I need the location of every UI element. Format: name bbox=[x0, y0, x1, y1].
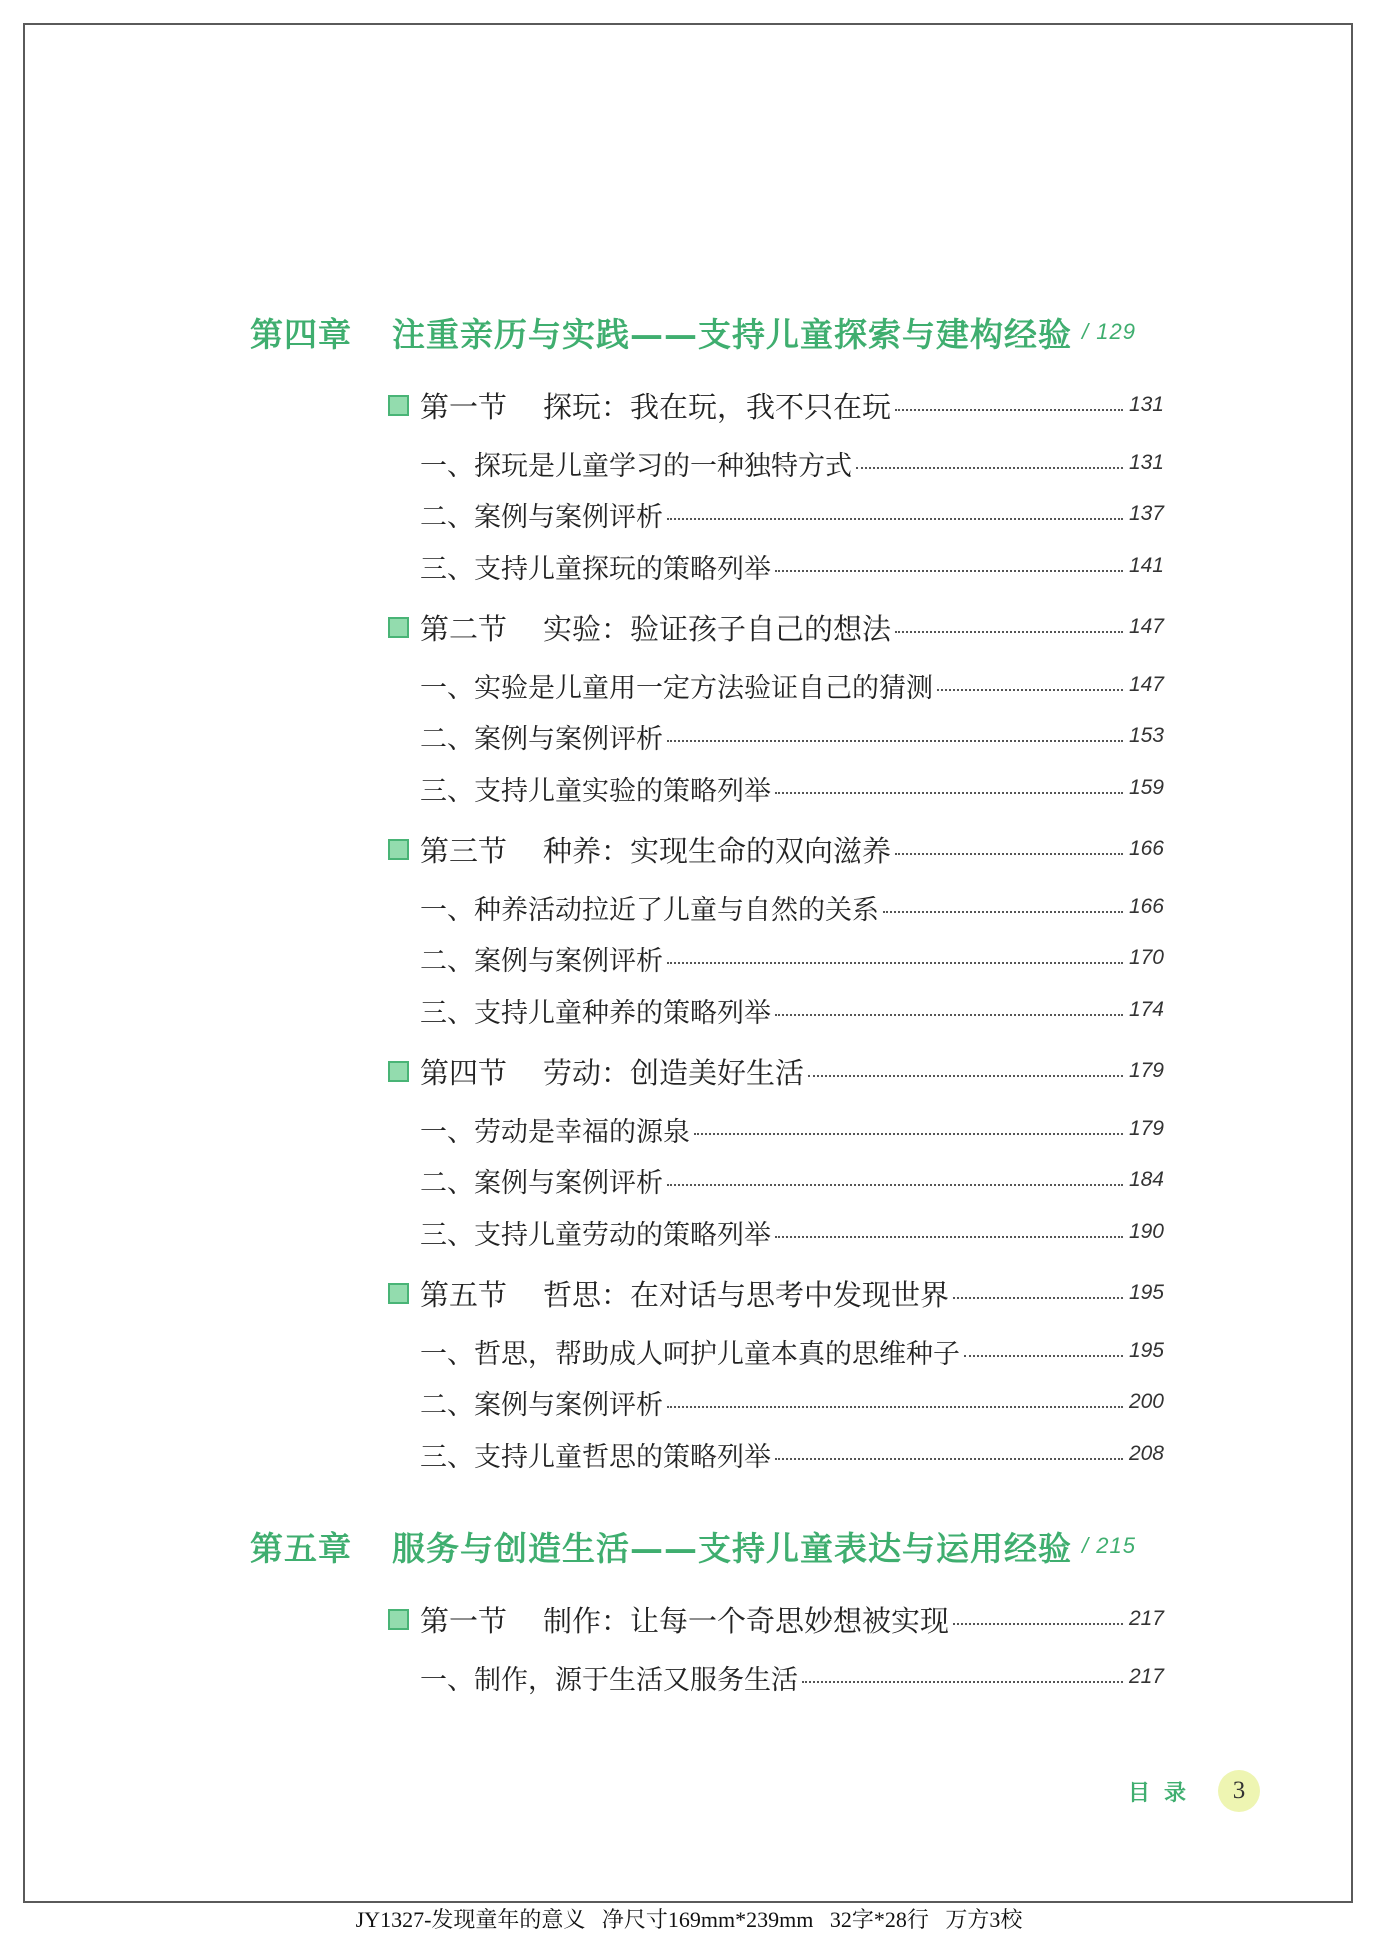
chapter-heading[interactable] bbox=[250, 1521, 1165, 1571]
item-title: 二、案例与案例评析 bbox=[420, 945, 663, 977]
section-title: 实验：验证孩子自己的想法 bbox=[543, 611, 892, 646]
dot-leader bbox=[856, 467, 1123, 469]
dot-leader bbox=[775, 1236, 1123, 1238]
item-title: 二、案例与案例评析 bbox=[420, 1389, 663, 1421]
dot-leader bbox=[953, 1623, 1123, 1625]
dot-leader bbox=[694, 1133, 1123, 1135]
toc-section[interactable] bbox=[388, 825, 1164, 873]
dot-leader bbox=[775, 570, 1123, 572]
dot-leader bbox=[895, 631, 1123, 633]
page-number: 153 bbox=[1128, 724, 1164, 747]
section-label: 第一节 bbox=[420, 389, 508, 424]
toc-section[interactable] bbox=[388, 1047, 1164, 1095]
item-title: 一、劳动是幸福的源泉 bbox=[420, 1116, 690, 1148]
section-square-icon bbox=[388, 1609, 409, 1630]
item-title: 一、探玩是儿童学习的一种独特方式 bbox=[420, 450, 852, 482]
section-square-icon bbox=[388, 1283, 409, 1304]
dot-leader bbox=[802, 1681, 1123, 1683]
dot-leader bbox=[964, 1355, 1123, 1357]
page-number: 147 bbox=[1128, 673, 1164, 696]
page-number: 179 bbox=[1128, 1059, 1164, 1082]
page-number: 170 bbox=[1128, 946, 1164, 969]
dot-leader bbox=[775, 1014, 1123, 1016]
item-title: 三、支持儿童种养的策略列举 bbox=[420, 997, 771, 1029]
toc-item[interactable] bbox=[420, 883, 1164, 931]
toc-item[interactable] bbox=[420, 986, 1164, 1034]
toc-item[interactable] bbox=[420, 1430, 1164, 1478]
item-title: 一、种养活动拉近了儿童与自然的关系 bbox=[420, 894, 879, 926]
page-number: 190 bbox=[1128, 1220, 1164, 1243]
print-footer: JY1327-发现童年的意义 净尺寸169mm*239mm 32字*28行 万方3校 bbox=[355, 1907, 1023, 1932]
chapter-page: / 129 bbox=[1082, 319, 1136, 344]
chapter-title: 服务与创造生活——支持儿童表达与运用经验 bbox=[392, 1528, 1072, 1568]
toc-item[interactable] bbox=[420, 934, 1164, 982]
section-label: 第二节 bbox=[420, 611, 508, 646]
section-square-icon bbox=[388, 395, 409, 416]
toc-section[interactable] bbox=[388, 1269, 1164, 1317]
page-number: 137 bbox=[1128, 502, 1164, 525]
page-number: 131 bbox=[1128, 451, 1164, 474]
section-label: 第一节 bbox=[420, 1603, 508, 1638]
toc-item[interactable] bbox=[420, 1653, 1164, 1701]
item-title: 二、案例与案例评析 bbox=[420, 501, 663, 533]
section-title: 劳动：创造美好生活 bbox=[543, 1055, 805, 1090]
page-number: 147 bbox=[1128, 615, 1164, 638]
page-number: 141 bbox=[1128, 554, 1164, 577]
toc-item[interactable] bbox=[420, 712, 1164, 760]
page-number: 166 bbox=[1128, 895, 1164, 918]
item-title: 三、支持儿童实验的策略列举 bbox=[420, 775, 771, 807]
item-title: 三、支持儿童劳动的策略列举 bbox=[420, 1219, 771, 1251]
item-title: 三、支持儿童哲思的策略列举 bbox=[420, 1441, 771, 1473]
toc-section[interactable] bbox=[388, 1595, 1164, 1643]
dot-leader bbox=[953, 1297, 1123, 1299]
page-number: 131 bbox=[1128, 393, 1164, 416]
page-number: 208 bbox=[1128, 1442, 1164, 1465]
section-label: 第三节 bbox=[420, 833, 508, 868]
section-label: 第五节 bbox=[420, 1277, 508, 1312]
dot-leader bbox=[937, 689, 1123, 691]
chapter-title: 注重亲历与实践——支持儿童探索与建构经验 bbox=[392, 314, 1072, 354]
toc-item[interactable] bbox=[420, 1378, 1164, 1426]
toc-item[interactable] bbox=[420, 1327, 1164, 1375]
section-title: 制作：让每一个奇思妙想被实现 bbox=[543, 1603, 950, 1638]
toc-item[interactable] bbox=[420, 764, 1164, 812]
folio bbox=[1128, 1770, 1260, 1812]
folio-page-badge: 3 bbox=[1218, 1770, 1260, 1812]
item-title: 一、制作，源于生活又服务生活 bbox=[420, 1664, 798, 1696]
page-number: 200 bbox=[1128, 1390, 1164, 1413]
section-title: 探玩：我在玩，我不只在玩 bbox=[543, 389, 892, 424]
toc-section[interactable] bbox=[388, 381, 1164, 429]
toc-item[interactable] bbox=[420, 661, 1164, 709]
toc-item[interactable] bbox=[420, 542, 1164, 590]
dot-leader bbox=[895, 853, 1123, 855]
section-square-icon bbox=[388, 617, 409, 638]
section-title: 哲思：在对话与思考中发现世界 bbox=[543, 1277, 950, 1312]
dot-leader bbox=[667, 1406, 1123, 1408]
dot-leader bbox=[775, 792, 1123, 794]
toc-item[interactable] bbox=[420, 1208, 1164, 1256]
page-number: 217 bbox=[1128, 1665, 1164, 1688]
dot-leader bbox=[775, 1458, 1123, 1460]
toc-section[interactable] bbox=[388, 603, 1164, 651]
page-number: 159 bbox=[1128, 776, 1164, 799]
page-number: 166 bbox=[1128, 837, 1164, 860]
chapter-page: / 215 bbox=[1082, 1533, 1136, 1558]
page-number: 174 bbox=[1128, 998, 1164, 1021]
section-label: 第四节 bbox=[420, 1055, 508, 1090]
page-number: 179 bbox=[1128, 1117, 1164, 1140]
section-square-icon bbox=[388, 839, 409, 860]
dot-leader bbox=[895, 409, 1123, 411]
dot-leader bbox=[808, 1075, 1123, 1077]
dot-leader bbox=[667, 962, 1123, 964]
page-number: 217 bbox=[1128, 1607, 1164, 1630]
toc-item[interactable] bbox=[420, 1156, 1164, 1204]
section-square-icon bbox=[388, 1061, 409, 1082]
toc-item[interactable] bbox=[420, 490, 1164, 538]
page-number: 195 bbox=[1128, 1281, 1164, 1304]
dot-leader bbox=[667, 1184, 1123, 1186]
item-title: 三、支持儿童探玩的策略列举 bbox=[420, 553, 771, 585]
dot-leader bbox=[883, 911, 1123, 913]
item-title: 二、案例与案例评析 bbox=[420, 1167, 663, 1199]
item-title: 一、实验是儿童用一定方法验证自己的猜测 bbox=[420, 672, 933, 704]
dot-leader bbox=[667, 518, 1123, 520]
item-title: 二、案例与案例评析 bbox=[420, 723, 663, 755]
dot-leader bbox=[667, 740, 1123, 742]
chapter-number: 第五章 bbox=[250, 1528, 352, 1568]
item-title: 一、哲思，帮助成人呵护儿童本真的思维种子 bbox=[420, 1338, 960, 1370]
toc-item[interactable] bbox=[420, 1105, 1164, 1153]
page-number: 184 bbox=[1128, 1168, 1164, 1191]
page-number: 195 bbox=[1128, 1339, 1164, 1362]
section-title: 种养：实现生命的双向滋养 bbox=[543, 833, 892, 868]
toc-item[interactable] bbox=[420, 439, 1164, 487]
folio-label: 目录 bbox=[1128, 1780, 1201, 1806]
chapter-heading[interactable] bbox=[250, 307, 1165, 357]
chapter-number: 第四章 bbox=[250, 314, 352, 354]
